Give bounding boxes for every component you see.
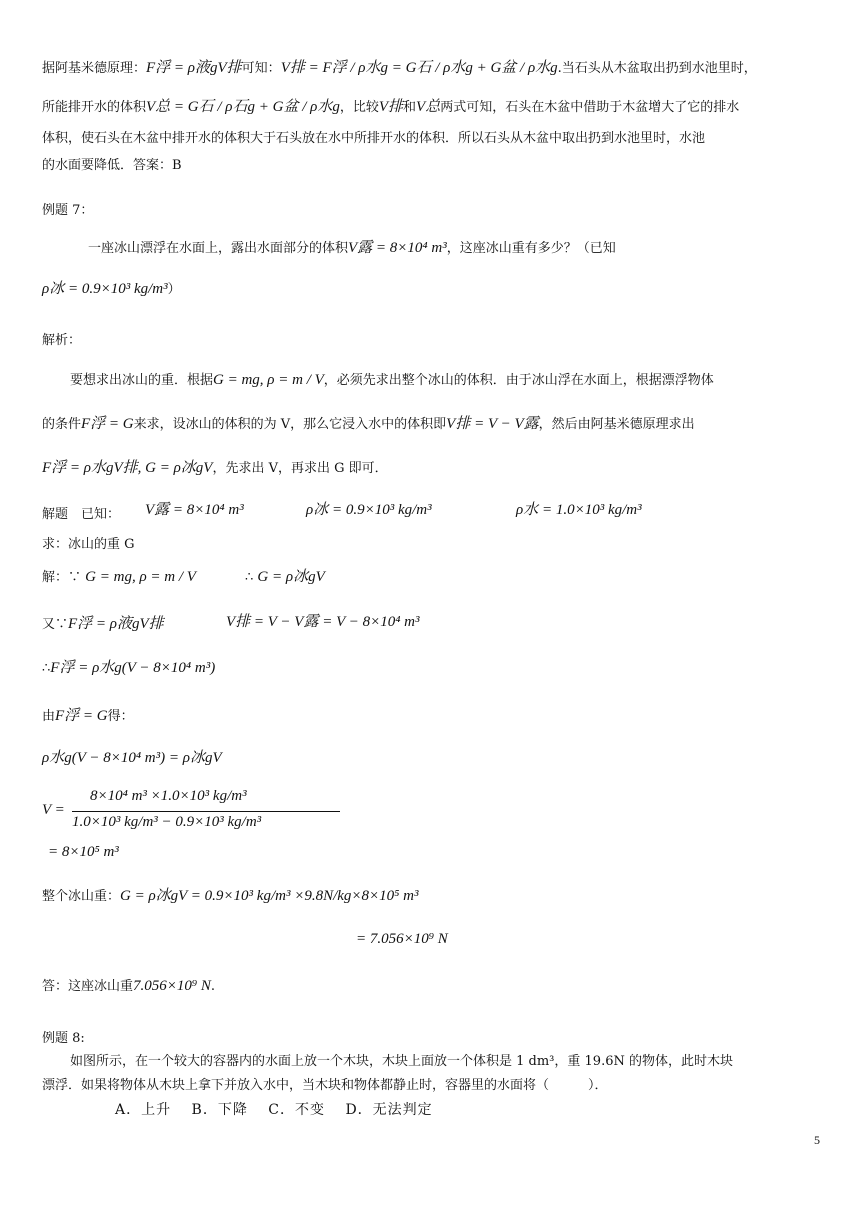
text: ，比较 [339,100,379,115]
text-line [70,370,714,391]
fraction-equation [42,788,342,838]
answer-line [42,976,215,997]
formula: ρ水 = 1.0×10³ kg/m³ [516,502,642,518]
text: . [210,979,215,994]
text: ） [167,282,181,297]
text: 得： [107,709,134,724]
formula: G = mg, ρ = m / V [213,372,324,388]
text-line [42,279,181,300]
text: .当石头从木盆取出扔到水池里时， [557,61,757,76]
formula: F浮 = G [81,416,134,432]
text: 答：这座冰山重 [42,979,134,994]
text-line [42,58,757,79]
text: 解题 已知： [42,507,121,522]
text: 又∵ [42,617,69,632]
text: 的条件 [42,417,82,432]
formula: F浮 = ρ液gV排 [146,60,242,76]
text-line [42,97,739,118]
formula: G = mg, ρ = m / V [85,569,196,585]
text: 可知： [241,61,281,76]
text-line [42,567,196,588]
formula: = 8×10⁵ m³ [48,844,119,860]
formula: 7.056×10⁹ N [133,978,211,994]
text: ，必须先求出整个冰山的体积．由于冰山浮在水面上，根据漂浮物体 [323,373,714,388]
fraction-denominator: 1.0×10³ kg/m³ − 0.9×10³ kg/m³ [72,814,262,830]
text: 和 [403,100,417,115]
text: 两式可知，石头在木盆中借助于木盆增大了它的排水 [440,100,740,115]
text: 来求，设冰山的体积的为 V，那么它浸入水中的体积即 [133,417,447,432]
formula: V露 = 8×10⁴ m³ [348,240,447,256]
formula: V总 = G石 / ρ石g + G盆 / ρ水g [146,99,340,115]
formula: F浮 = ρ液gV排 [68,616,164,632]
text-line [42,414,695,435]
text-line: 如图所示，在一个较大的容器内的水面上放一个木块，木块上面放一个体积是 1 dm³，重 19.6N 的物体，此时木块 [70,1054,733,1069]
given-line [42,505,120,525]
text: ∴ [42,661,51,676]
text-line: 体积，使石头在木盆中排开水的体积大于石头放在水中所排开水的体积．所以石头从木盆中取出扔到水池里时，水池 [42,131,706,146]
formula: G = ρ冰gV [257,569,325,585]
text-line [245,567,325,588]
page-number: 5 [814,1133,820,1147]
text: 整个冰山重： [42,889,121,904]
text-line [88,238,616,259]
text-line [42,614,164,635]
formula: V排 = F浮 / ρ水g = G石 / ρ水g + G盆 / ρ水g [280,60,558,76]
fraction-numerator: 8×10⁴ m³ ×1.0×10³ kg/m³ [90,788,247,804]
formula: G = ρ冰gV = 0.9×10³ kg/m³ ×9.8N/kg×8×10⁵ m³ [120,888,419,904]
formula: F浮 = G [55,708,108,724]
text: 一座冰山漂浮在水面上，露出水面部分的体积 [88,241,349,256]
formula: V总 [416,99,441,115]
text-line [42,886,418,907]
text: ∴ [245,570,254,585]
formula: V排 = V − V露 = V − 8×10⁴ m³ [226,614,420,630]
text-line: 求：冰山的重 G [42,537,135,552]
fraction-lhs: V = [42,802,65,818]
text-line [42,706,134,727]
section-heading: 解析： [42,333,82,348]
text: 所能排开水的体积 [42,100,147,115]
formula: ρ水g(V − 8×10⁴ m³) = ρ冰gV [42,750,222,766]
text-line [42,458,388,479]
formula: V露 = 8×10⁴ m³ [145,502,244,518]
formula: ρ冰 = 0.9×10³ kg/m³ [306,502,432,518]
formula: F浮 = ρ水gV排, G = ρ冰gV [42,460,213,476]
formula: V排 [378,99,404,115]
text: 解：∵ [42,570,82,585]
formula: F浮 = ρ水g(V − 8×10⁴ m³) [50,660,216,676]
text: ，然后由阿基米德原理求出 [538,417,695,432]
text: 要想求出冰山的重．根据 [70,373,214,388]
text-line: 的水面要降低．答案：B [42,158,182,173]
text: 由 [42,709,56,724]
text: 据阿基米德原理： [42,61,147,76]
text-line: 漂浮．如果将物体从木块上拿下并放入水中，当木块和物体都静止时，容器里的水面将（ ）． [42,1078,608,1093]
example-heading: 例题 7： [42,203,94,218]
formula: = 7.056×10⁹ N [356,931,448,947]
text: ，先求出 V，再求出 G 即可． [212,461,388,476]
fraction-bar [72,811,340,812]
example-heading: 例题 8: [42,1031,85,1046]
formula: V排 = V − V露 [446,416,539,432]
formula: ρ冰 = 0.9×10³ kg/m³ [42,281,168,297]
options-line: A．上升 B．下降 C．不变 D．无法判定 [115,1102,433,1118]
text: ，这座冰山重有多少？（已知 [446,241,616,256]
text-line [42,658,215,679]
